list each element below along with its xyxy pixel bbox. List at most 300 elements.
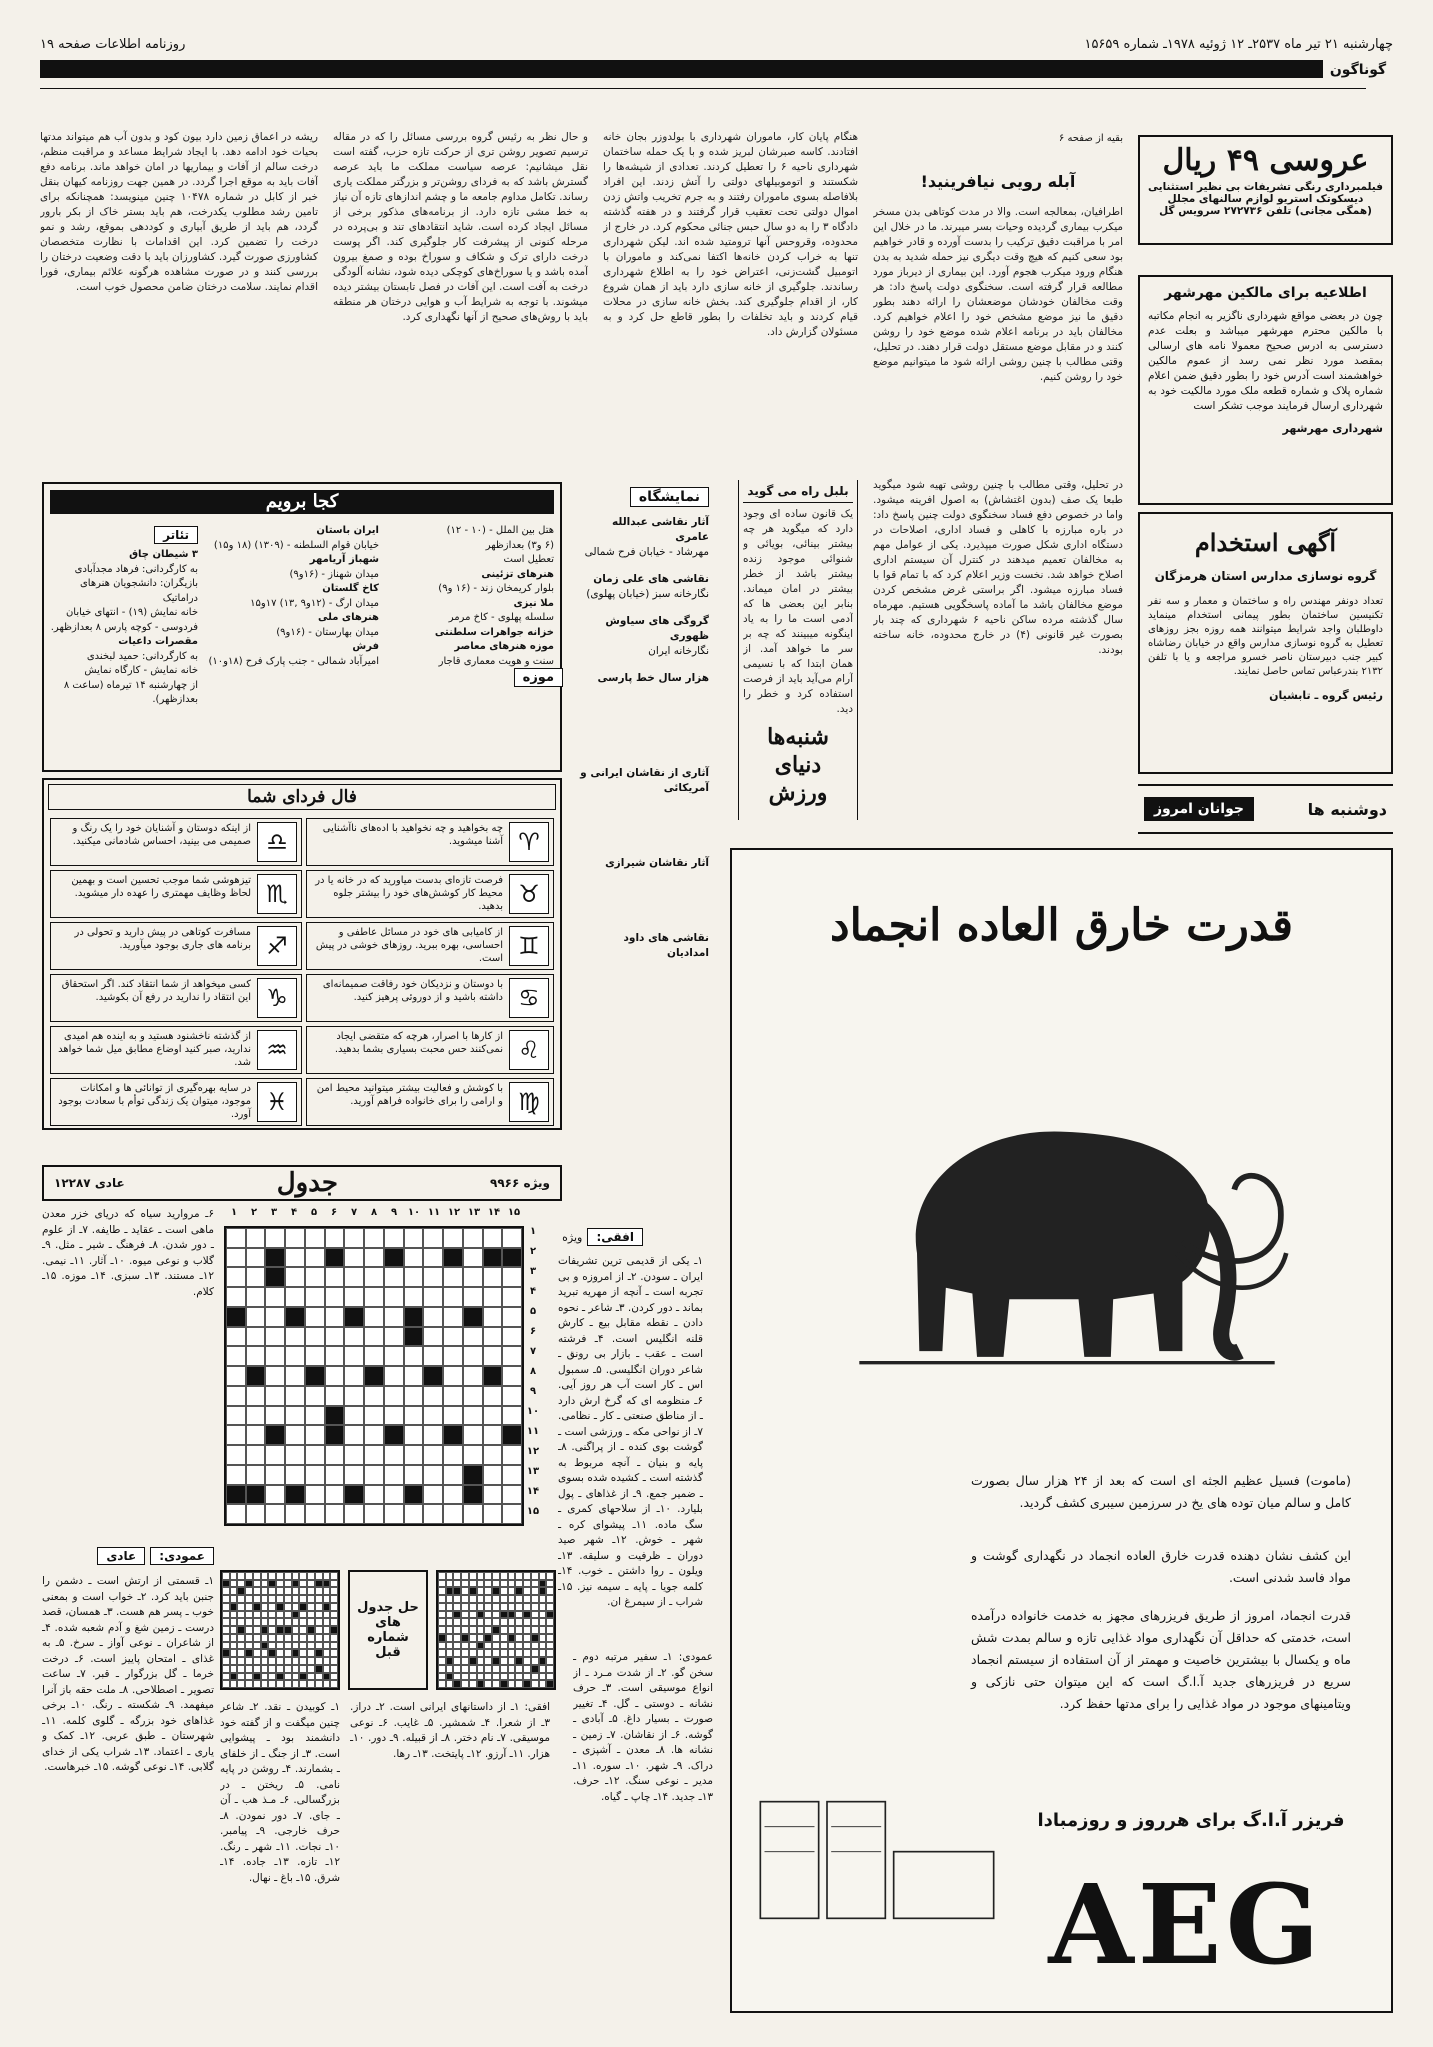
crossword-cell[interactable]: [284, 1665, 292, 1673]
crossword-cell[interactable]: [484, 1673, 492, 1681]
crossword-cell[interactable]: [492, 1603, 500, 1611]
crossword-cell[interactable]: [292, 1595, 300, 1603]
crossword-cell[interactable]: [330, 1649, 338, 1657]
crossword-cell[interactable]: [315, 1642, 323, 1650]
crossword-cell[interactable]: [226, 1406, 246, 1426]
crossword-cell[interactable]: [477, 1595, 485, 1603]
crossword-cell[interactable]: [237, 1611, 245, 1619]
crossword-cell[interactable]: [477, 1657, 485, 1665]
crossword-cell[interactable]: [404, 1228, 424, 1248]
crossword-cell[interactable]: [245, 1634, 253, 1642]
crossword-cell[interactable]: [344, 1366, 364, 1386]
crossword-cell[interactable]: [469, 1649, 477, 1657]
crossword-cell[interactable]: [246, 1248, 266, 1268]
crossword-cell[interactable]: [268, 1572, 276, 1580]
crossword-cell[interactable]: [539, 1680, 547, 1688]
crossword-cell[interactable]: [364, 1504, 384, 1524]
crossword-cell[interactable]: [423, 1248, 443, 1268]
crossword-cell[interactable]: [325, 1287, 345, 1307]
crossword-cell[interactable]: [246, 1425, 266, 1445]
crossword-cell[interactable]: [364, 1346, 384, 1366]
crossword-cell[interactable]: [344, 1445, 364, 1465]
crossword-cell[interactable]: [508, 1572, 516, 1580]
crossword-cell[interactable]: [446, 1665, 454, 1673]
crossword-cell[interactable]: [539, 1673, 547, 1681]
crossword-cell[interactable]: [315, 1587, 323, 1595]
crossword-cell[interactable]: [265, 1346, 285, 1366]
crossword-cell[interactable]: [222, 1626, 230, 1634]
crossword-cell[interactable]: [268, 1634, 276, 1642]
crossword-cell[interactable]: [246, 1307, 266, 1327]
crossword-cell[interactable]: [265, 1406, 285, 1426]
crossword-cell[interactable]: [330, 1603, 338, 1611]
crossword-cell[interactable]: [500, 1580, 508, 1588]
crossword-cell[interactable]: [364, 1307, 384, 1327]
crossword-cell[interactable]: [276, 1572, 284, 1580]
crossword-cell[interactable]: [245, 1642, 253, 1650]
crossword-cell[interactable]: [222, 1657, 230, 1665]
crossword-cell[interactable]: [453, 1657, 461, 1665]
crossword-cell[interactable]: [461, 1595, 469, 1603]
crossword-cell[interactable]: [546, 1649, 554, 1657]
crossword-cell[interactable]: [539, 1595, 547, 1603]
crossword-cell[interactable]: [292, 1680, 300, 1688]
crossword-cell[interactable]: [484, 1618, 492, 1626]
crossword-cell[interactable]: [253, 1649, 261, 1657]
crossword-cell[interactable]: [245, 1673, 253, 1681]
crossword-cell[interactable]: [461, 1680, 469, 1688]
crossword-cell[interactable]: [284, 1680, 292, 1688]
crossword-cell[interactable]: [325, 1327, 345, 1347]
crossword-cell[interactable]: [508, 1580, 516, 1588]
crossword-cell[interactable]: [325, 1267, 345, 1287]
crossword-cell[interactable]: [438, 1618, 446, 1626]
crossword-cell[interactable]: [483, 1267, 503, 1287]
crossword-cell[interactable]: [438, 1626, 446, 1634]
crossword-cell[interactable]: [523, 1603, 531, 1611]
crossword-cell[interactable]: [253, 1665, 261, 1673]
crossword-cell[interactable]: [384, 1267, 404, 1287]
crossword-cell[interactable]: [299, 1587, 307, 1595]
crossword-cell[interactable]: [461, 1665, 469, 1673]
crossword-cell[interactable]: [446, 1572, 454, 1580]
crossword-cell[interactable]: [323, 1680, 331, 1688]
crossword-cell[interactable]: [500, 1634, 508, 1642]
crossword-cell[interactable]: [461, 1618, 469, 1626]
crossword-cell[interactable]: [285, 1267, 305, 1287]
crossword-cell[interactable]: [384, 1465, 404, 1485]
crossword-cell[interactable]: [245, 1572, 253, 1580]
crossword-cell[interactable]: [438, 1649, 446, 1657]
crossword-cell[interactable]: [463, 1267, 483, 1287]
crossword-cell[interactable]: [502, 1485, 522, 1505]
crossword-cell[interactable]: [515, 1665, 523, 1673]
crossword-cell[interactable]: [423, 1425, 443, 1445]
crossword-cell[interactable]: [276, 1587, 284, 1595]
crossword-cell[interactable]: [453, 1603, 461, 1611]
crossword-cell[interactable]: [453, 1649, 461, 1657]
crossword-cell[interactable]: [230, 1634, 238, 1642]
crossword-cell[interactable]: [344, 1248, 364, 1268]
crossword-cell[interactable]: [461, 1572, 469, 1580]
crossword-cell[interactable]: [305, 1248, 325, 1268]
crossword-cell[interactable]: [500, 1673, 508, 1681]
crossword-cell[interactable]: [384, 1366, 404, 1386]
crossword-cell[interactable]: [423, 1327, 443, 1347]
crossword-cell[interactable]: [502, 1346, 522, 1366]
crossword-cell[interactable]: [443, 1307, 463, 1327]
crossword-cell[interactable]: [483, 1327, 503, 1347]
crossword-cell[interactable]: [384, 1406, 404, 1426]
crossword-cell[interactable]: [469, 1618, 477, 1626]
crossword-cell[interactable]: [285, 1425, 305, 1445]
crossword-cell[interactable]: [508, 1642, 516, 1650]
crossword-cell[interactable]: [305, 1327, 325, 1347]
crossword-cell[interactable]: [483, 1228, 503, 1248]
crossword-cell[interactable]: [305, 1228, 325, 1248]
crossword-cell[interactable]: [484, 1603, 492, 1611]
crossword-cell[interactable]: [539, 1649, 547, 1657]
crossword-cell[interactable]: [492, 1618, 500, 1626]
crossword-cell[interactable]: [325, 1307, 345, 1327]
crossword-cell[interactable]: [453, 1642, 461, 1650]
crossword-cell[interactable]: [330, 1657, 338, 1665]
crossword-cell[interactable]: [364, 1485, 384, 1505]
crossword-cell[interactable]: [276, 1642, 284, 1650]
crossword-cell[interactable]: [477, 1649, 485, 1657]
crossword-cell[interactable]: [284, 1611, 292, 1619]
crossword-cell[interactable]: [546, 1587, 554, 1595]
crossword-cell[interactable]: [531, 1595, 539, 1603]
crossword-cell[interactable]: [469, 1626, 477, 1634]
crossword-cell[interactable]: [292, 1634, 300, 1642]
crossword-cell[interactable]: [253, 1572, 261, 1580]
crossword-cell[interactable]: [265, 1465, 285, 1485]
crossword-cell[interactable]: [384, 1386, 404, 1406]
crossword-cell[interactable]: [261, 1603, 269, 1611]
crossword-cell[interactable]: [230, 1611, 238, 1619]
crossword-cell[interactable]: [226, 1327, 246, 1347]
crossword-cell[interactable]: [502, 1228, 522, 1248]
crossword-cell[interactable]: [461, 1603, 469, 1611]
crossword-cell[interactable]: [246, 1267, 266, 1287]
crossword-cell[interactable]: [404, 1445, 424, 1465]
crossword-cell[interactable]: [463, 1287, 483, 1307]
crossword-cell[interactable]: [299, 1626, 307, 1634]
crossword-cell[interactable]: [226, 1228, 246, 1248]
crossword-cell[interactable]: [404, 1386, 424, 1406]
crossword-cell[interactable]: [508, 1618, 516, 1626]
crossword-cell[interactable]: [230, 1657, 238, 1665]
crossword-cell[interactable]: [315, 1626, 323, 1634]
crossword-cell[interactable]: [443, 1504, 463, 1524]
crossword-cell[interactable]: [492, 1634, 500, 1642]
crossword-cell[interactable]: [307, 1657, 315, 1665]
crossword-cell[interactable]: [404, 1504, 424, 1524]
crossword-cell[interactable]: [384, 1287, 404, 1307]
crossword-cell[interactable]: [305, 1504, 325, 1524]
crossword-cell[interactable]: [523, 1587, 531, 1595]
crossword-cell[interactable]: [469, 1673, 477, 1681]
crossword-cell[interactable]: [463, 1425, 483, 1445]
crossword-cell[interactable]: [453, 1673, 461, 1681]
crossword-cell[interactable]: [253, 1657, 261, 1665]
crossword-cell[interactable]: [315, 1595, 323, 1603]
crossword-cell[interactable]: [344, 1386, 364, 1406]
crossword-cell[interactable]: [423, 1485, 443, 1505]
crossword-cell[interactable]: [330, 1618, 338, 1626]
crossword-cell[interactable]: [453, 1618, 461, 1626]
crossword-cell[interactable]: [230, 1626, 238, 1634]
crossword-cell[interactable]: [446, 1626, 454, 1634]
crossword-cell[interactable]: [253, 1680, 261, 1688]
crossword-cell[interactable]: [307, 1634, 315, 1642]
crossword-cell[interactable]: [531, 1649, 539, 1657]
crossword-cell[interactable]: [446, 1618, 454, 1626]
crossword-cell[interactable]: [531, 1611, 539, 1619]
crossword-cell[interactable]: [330, 1587, 338, 1595]
crossword-cell[interactable]: [265, 1366, 285, 1386]
crossword-cell[interactable]: [523, 1665, 531, 1673]
crossword-cell[interactable]: [438, 1642, 446, 1650]
crossword-cell[interactable]: [226, 1366, 246, 1386]
crossword-cell[interactable]: [315, 1657, 323, 1665]
crossword-cell[interactable]: [253, 1642, 261, 1650]
crossword-cell[interactable]: [508, 1603, 516, 1611]
crossword-cell[interactable]: [539, 1634, 547, 1642]
crossword-cell[interactable]: [443, 1267, 463, 1287]
crossword-cell[interactable]: [477, 1603, 485, 1611]
crossword-cell[interactable]: [253, 1580, 261, 1588]
crossword-cell[interactable]: [515, 1572, 523, 1580]
crossword-cell[interactable]: [307, 1673, 315, 1681]
crossword-cell[interactable]: [222, 1634, 230, 1642]
crossword-cell[interactable]: [299, 1642, 307, 1650]
crossword-cell[interactable]: [446, 1642, 454, 1650]
crossword-cell[interactable]: [315, 1611, 323, 1619]
crossword-cell[interactable]: [330, 1673, 338, 1681]
crossword-cell[interactable]: [299, 1634, 307, 1642]
crossword-cell[interactable]: [325, 1445, 345, 1465]
crossword-cell[interactable]: [500, 1642, 508, 1650]
crossword-cell[interactable]: [546, 1618, 554, 1626]
crossword-cell[interactable]: [344, 1346, 364, 1366]
crossword-cell[interactable]: [305, 1406, 325, 1426]
crossword-cell[interactable]: [423, 1346, 443, 1366]
crossword-cell[interactable]: [230, 1649, 238, 1657]
crossword-cell[interactable]: [523, 1626, 531, 1634]
crossword-cell[interactable]: [446, 1680, 454, 1688]
crossword-cell[interactable]: [438, 1680, 446, 1688]
crossword-cell[interactable]: [253, 1626, 261, 1634]
crossword-cell[interactable]: [292, 1657, 300, 1665]
crossword-cell[interactable]: [492, 1595, 500, 1603]
crossword-cell[interactable]: [323, 1657, 331, 1665]
crossword-cell[interactable]: [531, 1618, 539, 1626]
crossword-cell[interactable]: [502, 1307, 522, 1327]
crossword-cell[interactable]: [446, 1611, 454, 1619]
crossword-cell[interactable]: [443, 1327, 463, 1347]
crossword-cell[interactable]: [315, 1603, 323, 1611]
crossword-cell[interactable]: [315, 1673, 323, 1681]
crossword-cell[interactable]: [284, 1618, 292, 1626]
crossword-cell[interactable]: [330, 1580, 338, 1588]
crossword-cell[interactable]: [222, 1611, 230, 1619]
crossword-cell[interactable]: [226, 1504, 246, 1524]
crossword-cell[interactable]: [226, 1445, 246, 1465]
crossword-cell[interactable]: [384, 1485, 404, 1505]
crossword-cell[interactable]: [230, 1580, 238, 1588]
crossword-cell[interactable]: [307, 1649, 315, 1657]
crossword-cell[interactable]: [443, 1287, 463, 1307]
crossword-cell[interactable]: [285, 1248, 305, 1268]
crossword-cell[interactable]: [299, 1595, 307, 1603]
crossword-cell[interactable]: [502, 1366, 522, 1386]
crossword-cell[interactable]: [500, 1618, 508, 1626]
crossword-cell[interactable]: [305, 1485, 325, 1505]
crossword-cell[interactable]: [245, 1665, 253, 1673]
crossword-cell[interactable]: [307, 1572, 315, 1580]
crossword-cell[interactable]: [230, 1665, 238, 1673]
crossword-cell[interactable]: [463, 1445, 483, 1465]
crossword-cell[interactable]: [508, 1673, 516, 1681]
crossword-cell[interactable]: [423, 1267, 443, 1287]
crossword-cell[interactable]: [484, 1680, 492, 1688]
crossword-cell[interactable]: [265, 1307, 285, 1327]
crossword-cell[interactable]: [364, 1445, 384, 1465]
crossword-cell[interactable]: [477, 1634, 485, 1642]
crossword-cell[interactable]: [484, 1626, 492, 1634]
crossword-cell[interactable]: [222, 1603, 230, 1611]
crossword-cell[interactable]: [284, 1572, 292, 1580]
crossword-cell[interactable]: [515, 1595, 523, 1603]
crossword-cell[interactable]: [500, 1626, 508, 1634]
crossword-cell[interactable]: [500, 1649, 508, 1657]
crossword-cell[interactable]: [299, 1618, 307, 1626]
crossword-cell[interactable]: [261, 1665, 269, 1673]
crossword-cell[interactable]: [508, 1657, 516, 1665]
crossword-cell[interactable]: [246, 1504, 266, 1524]
crossword-cell[interactable]: [531, 1657, 539, 1665]
crossword-cell[interactable]: [508, 1587, 516, 1595]
crossword-cell[interactable]: [461, 1673, 469, 1681]
crossword-cell[interactable]: [284, 1587, 292, 1595]
crossword-cell[interactable]: [423, 1287, 443, 1307]
crossword-cell[interactable]: [315, 1634, 323, 1642]
crossword-cell[interactable]: [299, 1665, 307, 1673]
crossword-cell[interactable]: [315, 1680, 323, 1688]
crossword-cell[interactable]: [226, 1386, 246, 1406]
crossword-cell[interactable]: [484, 1580, 492, 1588]
crossword-cell[interactable]: [539, 1611, 547, 1619]
crossword-cell[interactable]: [330, 1634, 338, 1642]
crossword-cell[interactable]: [446, 1634, 454, 1642]
crossword-cell[interactable]: [423, 1465, 443, 1485]
crossword-cell[interactable]: [364, 1248, 384, 1268]
crossword-cell[interactable]: [515, 1642, 523, 1650]
crossword-cell[interactable]: [523, 1673, 531, 1681]
crossword-cell[interactable]: [423, 1406, 443, 1426]
crossword-cell[interactable]: [546, 1642, 554, 1650]
crossword-cell[interactable]: [453, 1665, 461, 1673]
crossword-cell[interactable]: [284, 1603, 292, 1611]
crossword-cell[interactable]: [469, 1665, 477, 1673]
crossword-cell[interactable]: [484, 1665, 492, 1673]
crossword-cell[interactable]: [307, 1595, 315, 1603]
crossword-cell[interactable]: [546, 1657, 554, 1665]
crossword-cell[interactable]: [531, 1626, 539, 1634]
crossword-cell[interactable]: [484, 1642, 492, 1650]
crossword-cell[interactable]: [364, 1465, 384, 1485]
crossword-cell[interactable]: [461, 1657, 469, 1665]
crossword-cell[interactable]: [453, 1580, 461, 1588]
crossword-cell[interactable]: [284, 1649, 292, 1657]
crossword-cell[interactable]: [364, 1425, 384, 1445]
crossword-cell[interactable]: [237, 1680, 245, 1688]
crossword-cell[interactable]: [384, 1445, 404, 1465]
crossword-cell[interactable]: [226, 1248, 246, 1268]
crossword-cell[interactable]: [364, 1386, 384, 1406]
crossword-cell[interactable]: [523, 1595, 531, 1603]
crossword-cell[interactable]: [492, 1611, 500, 1619]
crossword-cell[interactable]: [268, 1642, 276, 1650]
crossword-cell[interactable]: [276, 1595, 284, 1603]
crossword-cell[interactable]: [276, 1611, 284, 1619]
crossword-cell[interactable]: [230, 1587, 238, 1595]
crossword-cell[interactable]: [469, 1642, 477, 1650]
crossword-cell[interactable]: [245, 1680, 253, 1688]
crossword-cell[interactable]: [323, 1595, 331, 1603]
crossword-cell[interactable]: [292, 1572, 300, 1580]
crossword-cell[interactable]: [292, 1665, 300, 1673]
crossword-cell[interactable]: [461, 1626, 469, 1634]
crossword-cell[interactable]: [245, 1595, 253, 1603]
crossword-cell[interactable]: [305, 1287, 325, 1307]
crossword-cell[interactable]: [539, 1603, 547, 1611]
crossword-cell[interactable]: [502, 1504, 522, 1524]
crossword-cell[interactable]: [245, 1603, 253, 1611]
crossword-cell[interactable]: [423, 1386, 443, 1406]
crossword-cell[interactable]: [323, 1611, 331, 1619]
crossword-cell[interactable]: [500, 1572, 508, 1580]
crossword-cell[interactable]: [484, 1572, 492, 1580]
crossword-cell[interactable]: [307, 1587, 315, 1595]
crossword-cell[interactable]: [463, 1366, 483, 1386]
crossword-cell[interactable]: [299, 1657, 307, 1665]
crossword-cell[interactable]: [325, 1346, 345, 1366]
crossword-cell[interactable]: [477, 1673, 485, 1681]
crossword-cell[interactable]: [292, 1618, 300, 1626]
crossword-cell[interactable]: [253, 1634, 261, 1642]
crossword-cell[interactable]: [246, 1465, 266, 1485]
crossword-cell[interactable]: [253, 1595, 261, 1603]
crossword-cell[interactable]: [237, 1642, 245, 1650]
crossword-cell[interactable]: [546, 1634, 554, 1642]
crossword-cell[interactable]: [268, 1657, 276, 1665]
crossword-cell[interactable]: [364, 1327, 384, 1347]
crossword-cell[interactable]: [492, 1673, 500, 1681]
crossword-cell[interactable]: [230, 1572, 238, 1580]
crossword-cell[interactable]: [483, 1445, 503, 1465]
crossword-cell[interactable]: [261, 1649, 269, 1657]
crossword-cell[interactable]: [268, 1587, 276, 1595]
crossword-cell[interactable]: [469, 1572, 477, 1580]
crossword-cell[interactable]: [237, 1572, 245, 1580]
crossword-cell[interactable]: [492, 1649, 500, 1657]
crossword-cell[interactable]: [285, 1386, 305, 1406]
crossword-cell[interactable]: [284, 1673, 292, 1681]
crossword-cell[interactable]: [500, 1587, 508, 1595]
